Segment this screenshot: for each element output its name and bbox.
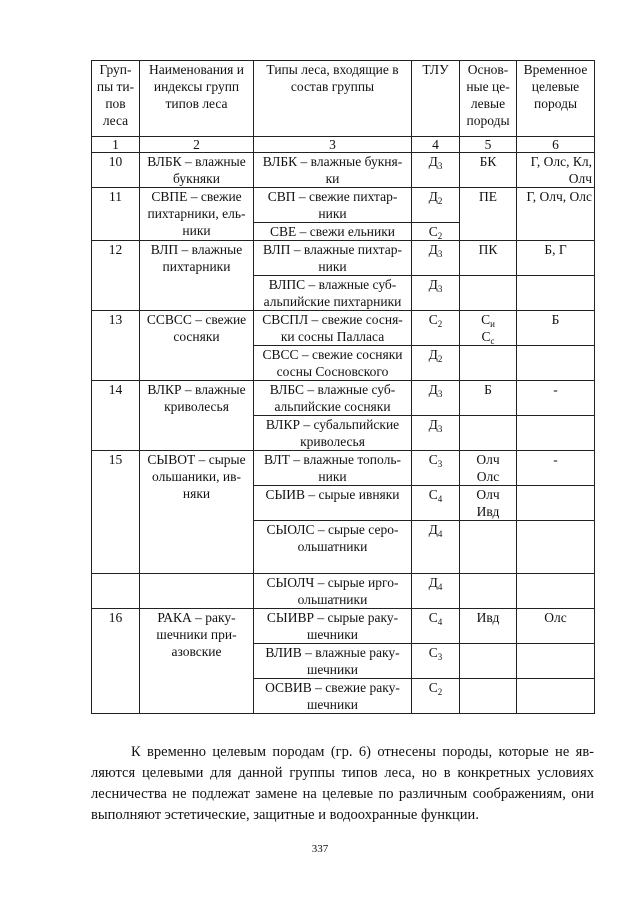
forest-type: ОСВИВ – свежие раку-шечники [254, 679, 412, 714]
tlu-value: $С_2$ [412, 223, 460, 241]
header-tlu: ТЛУ [412, 61, 460, 137]
column-number: 4 [412, 137, 460, 153]
table-row [92, 381, 595, 416]
header-group: Груп-пы ти-пов леса [92, 61, 140, 137]
group-number: 16 [92, 609, 140, 714]
main-species-empty [460, 679, 517, 714]
header-main-species: Основ-ные це-левые породы [460, 61, 517, 137]
main-species: Олч Олс [460, 451, 517, 486]
forest-type: ВЛПС – влажные суб-альпийские пихтарники [254, 276, 412, 311]
footnote-paragraph: К временно целевым породам (гр. 6) отнесены породы, которые не яв-ляются целевыми для данной группы типов леса, но в конкретных условиях лесничества не подлежат замене на целевые по различным соображениям, они выполняют эстетические, защитные и водоохранные функции. [91, 744, 594, 823]
group-number: 13 [92, 311, 140, 381]
temp-species: Г, Олс, Кл, Олч [517, 153, 595, 188]
tlu-value: $С_3$ [412, 644, 460, 679]
group-name: СЫВОТ – сырые ольшаники, ив-няки [140, 451, 254, 574]
temp-species-empty [517, 521, 595, 574]
temp-species-empty [517, 679, 595, 714]
temp-species-empty [517, 486, 595, 521]
temp-species: Б, Г [517, 241, 595, 276]
main-species-empty [460, 574, 517, 609]
group-name: СВПЕ – свежие пихтарники, ель-ники [140, 188, 254, 241]
tlu-value: $Д_4$ [412, 574, 460, 609]
table-header-row [92, 61, 595, 137]
forest-type: СВСС – свежие сосняки сосны Сосновского [254, 346, 412, 381]
group-number: 10 [92, 153, 140, 188]
main-species: $С_и$ $С_с$ [460, 311, 517, 346]
group-name: ВЛБК – влажные букняки [140, 153, 254, 188]
group-name: ССВСС – свежие сосняки [140, 311, 254, 381]
forest-type: ВЛТ – влажные тополь-ники [254, 451, 412, 486]
temp-species: Олс [517, 609, 595, 644]
group-name-empty [140, 574, 254, 609]
table-row [92, 188, 595, 223]
group-number: 11 [92, 188, 140, 241]
group-name: ВЛП – влажные пихтарники [140, 241, 254, 311]
forest-type: СВП – свежие пихтар-ники [254, 188, 412, 223]
forest-type: ВЛКР – субальпийские криволесья [254, 416, 412, 451]
forest-type: ВЛБК – влажные букня-ки [254, 153, 412, 188]
forest-type: ВЛБС – влажные суб-альпийские сосняки [254, 381, 412, 416]
header-name: Наименования и индексы групп типов леса [140, 61, 254, 137]
main-species: ПК [460, 241, 517, 276]
temp-species: - [517, 381, 595, 416]
main-species-empty [460, 416, 517, 451]
table-row [92, 609, 595, 644]
temp-species-empty [517, 346, 595, 381]
temp-species: Б [517, 311, 595, 346]
main-species-empty [460, 276, 517, 311]
forest-types-table [91, 60, 595, 714]
column-number-row [92, 137, 595, 153]
tlu-value: $Д_4$ [412, 521, 460, 574]
tlu-value: $Д_3$ [412, 416, 460, 451]
tlu-value: $С_4$ [412, 609, 460, 644]
table-row [92, 574, 595, 609]
header-types: Типы леса, входящие в состав группы [254, 61, 412, 137]
main-species-empty [460, 644, 517, 679]
forest-type: СВСПЛ – свежие сосня-ки сосны Палласа [254, 311, 412, 346]
column-number: 2 [140, 137, 254, 153]
column-number: 5 [460, 137, 517, 153]
main-species: Ивд [460, 609, 517, 644]
temp-species-empty [517, 416, 595, 451]
temp-species: Г, Олч, Олс [517, 188, 595, 241]
column-number: 3 [254, 137, 412, 153]
tlu-value: $С_2$ [412, 679, 460, 714]
tlu-value: $Д_2$ [412, 188, 460, 223]
main-species: Олч Ивд [460, 486, 517, 521]
forest-type: СЫИВ – сырые ивняки [254, 486, 412, 521]
table-row [92, 153, 595, 188]
column-number: 6 [517, 137, 595, 153]
temp-species-empty [517, 276, 595, 311]
tlu-value: $Д_3$ [412, 153, 460, 188]
group-name: ВЛКР – влажные криволесья [140, 381, 254, 451]
tlu-value: $Д_3$ [412, 276, 460, 311]
tlu-value: $Д_3$ [412, 381, 460, 416]
tlu-value: $С_4$ [412, 486, 460, 521]
main-species-empty [460, 521, 517, 574]
tlu-value: $С_3$ [412, 451, 460, 486]
group-number: 15 [92, 451, 140, 574]
forest-type: ВЛП – влажные пихтар-ники [254, 241, 412, 276]
tlu-value: $Д_3$ [412, 241, 460, 276]
group-number-empty [92, 574, 140, 609]
temp-species-empty [517, 644, 595, 679]
forest-type: СЫОЛЧ – сырые ирго-ольшатники [254, 574, 412, 609]
page-number: 337 [311, 843, 329, 855]
tlu-value: $Д_2$ [412, 346, 460, 381]
forest-type: СВЕ – свежи ельники [254, 223, 412, 241]
main-species: ПЕ [460, 188, 517, 241]
tlu-value: $С_2$ [412, 311, 460, 346]
table-row [92, 451, 595, 486]
main-species-empty [460, 346, 517, 381]
column-number: 1 [92, 137, 140, 153]
header-temp-species: Временное целевые породы [517, 61, 595, 137]
forest-type: ВЛИВ – влажные раку-шечники [254, 644, 412, 679]
table-row [92, 311, 595, 346]
group-number: 14 [92, 381, 140, 451]
main-species: Б [460, 381, 517, 416]
table-row [92, 241, 595, 276]
main-species: БК [460, 153, 517, 188]
temp-species: - [517, 451, 595, 486]
group-number: 12 [92, 241, 140, 311]
forest-type: СЫИВР – сырые раку-шечники [254, 609, 412, 644]
temp-species-empty [517, 574, 595, 609]
group-name: РАКА – раку-шечники при-азовские [140, 609, 254, 714]
forest-type: СЫОЛС – сырые серо-ольшатники [254, 521, 412, 574]
